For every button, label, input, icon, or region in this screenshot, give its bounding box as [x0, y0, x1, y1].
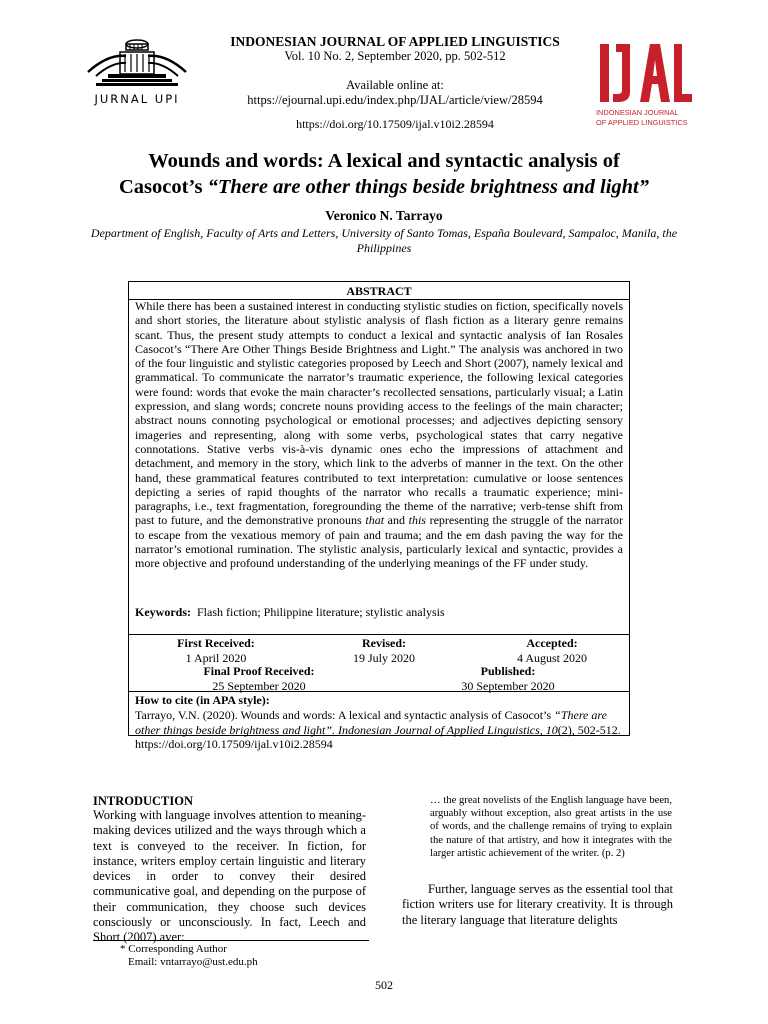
jurnal-upi-logo [78, 32, 196, 112]
dates-divider [129, 634, 629, 635]
author-affiliation: Department of English, Faculty of Arts and Letters, University of Santo Tomas, España Boulevard, Sampaloc, Manila, the Philippines [90, 226, 678, 255]
citation-divider [129, 691, 629, 692]
revised [319, 636, 449, 665]
upi-logo-caption: JURNAL UPI [94, 92, 180, 106]
building-icon [78, 32, 196, 90]
abstract-text-a: While there has been a sustained interest in conducting stylistic studies on fiction, specifically novels and short stories, the literature about stylistic analysis of flash fiction as a literary genre remains scant. Thus, the present study attempts to conduct a lexical and syntactic analysis of Ian Rosales Casocot’s “There Are Other Things Beside Brightness and Light.” The analysis was anchored in two of the four linguistic and stylistic categories proposed by Leech and Short (2007), namely lexical and grammatical. To communicate the narrator’s traumatic experience, the following lexical categories were found: words that evoke the main character’s recollected sensations, particularly visual; a Latin expression, and slang words; concrete nouns providing access to the feelings of the main character; abstract nouns connoting psychological or emotional processes; and adjectives depicting sensory imageries and representing, along with some verbs, psychological states that carry negative connotations. Stative verbs vis-à-vis dynamic ones echo the impressions of attachment and detachment, and memory in the story, which link to the adverbs of manner in the text. On the other hand, these grammatical features contributed to text interpretation: cumulative or loose sentences depicting a series of rapid thoughts of the narrator who recalls a traumatic experience; mini-paragraphs, i.e., text fragmentation, foregrounding the theme of the narrative; verb-tense shift from past to future, and the demonstrative pronouns [135, 299, 623, 528]
title-line-2-italic: “There are other things beside brightness and light” [207, 176, 650, 198]
accepted-date: 4 August 2020 [516, 650, 587, 665]
corresponding-author-note: * Corresponding Author [120, 943, 227, 955]
citation-text [135, 708, 623, 752]
page-number: 502 [375, 978, 393, 992]
ijal-logo [596, 38, 698, 130]
available-online-label: Available online at: [346, 78, 444, 92]
abstract-heading: ABSTRACT [346, 284, 412, 298]
abstract-text [135, 299, 623, 571]
final-proof-label: Final Proof Received: [203, 664, 315, 678]
first-received-date: 1 April 2020 [185, 650, 247, 665]
abstract-box [128, 281, 630, 751]
citation-part-2: (2), 502-512. https://doi.org/10.17509/ijal.v10i2.28594 [135, 722, 621, 751]
keywords-list: Flash fiction; Philippine literature; stylistic analysis [197, 605, 445, 619]
published-label: Published: [480, 664, 536, 678]
journal-name: INDONESIAN JOURNAL OF APPLIED LINGUISTICS [230, 34, 560, 49]
introduction-heading: INTRODUCTION [93, 794, 194, 808]
abstract-italic-this: this [408, 513, 426, 528]
accepted [487, 636, 617, 665]
published-date: 30 September 2020 [461, 678, 555, 693]
revised-date: 19 July 2020 [352, 650, 415, 665]
abstract-italic-that: that [365, 513, 385, 528]
block-quote: … the great novelists of the English language have been, arguably without exception, also great artists in the use of words, and the challenge remains of trying to explain the nature of that artistry, and how it integrates with the larger artistic achievement of the writer. (p. 2) [430, 795, 672, 859]
accepted-label: Accepted: [526, 636, 578, 650]
citation-part-1: Tarrayo, V.N. (2020). Wounds and words: A lexical and syntactic analysis of Casocot’s [135, 708, 555, 722]
ijal-mark-icon [596, 38, 696, 108]
final-proof [179, 664, 339, 693]
citation-italic: “There are other things beside brightness and light”. Indonesian Journal of Applied Linguistics, 10 [135, 708, 607, 737]
title-line-2-prefix: Casocot’s [118, 176, 208, 198]
keywords [135, 605, 623, 620]
body-paragraph: Further, language serves as the essential tool that fiction writers use for literary creativity. It is through the literary language that literature delights [402, 882, 673, 927]
journal-header [200, 34, 590, 108]
keywords-label: Keywords: [135, 605, 191, 619]
title-line-1: Wounds and words: A lexical and syntactic analysis of [148, 150, 620, 172]
footnote-divider [93, 940, 369, 941]
ijal-logo-caption-2: OF APPLIED LINGUISTICS [596, 117, 688, 127]
revised-label: Revised: [362, 636, 406, 650]
article-doi[interactable]: https://doi.org/10.17509/ijal.v10i2.28594 [296, 117, 494, 131]
citation-heading: How to cite (in APA style): [135, 693, 270, 707]
article-url[interactable]: https://ejournal.upi.edu/index.php/IJAL/article/view/28594 [247, 93, 543, 107]
ijal-logo-caption-1: INDONESIAN JOURNAL [596, 108, 679, 117]
article-title [60, 148, 708, 200]
journal-volume: Vol. 10 No. 2, September 2020, pp. 502-512 [284, 49, 506, 63]
first-received [151, 636, 281, 665]
corresponding-email[interactable]: Email: vntarrayo@ust.edu.ph [128, 956, 258, 968]
abstract-text-b: representing the struggle of the narrator to escape from the vexatious memory of pain and trauma; and the em dash paving the way for the narrator’s emotional rumination. The stylistic analysis, particularly lexical and syntactic, provides a more objective and profound understanding of the underlying meanings of the FF under study. [135, 513, 624, 571]
final-proof-date: 25 September 2020 [212, 678, 306, 693]
first-received-label: First Received: [177, 636, 255, 650]
introduction-paragraph: Working with language involves attention to meaning-making devices utilized and the ways through which a text is conveyed to the receiver. In fiction, for instance, writers employ certain linguistic and literary devices in order to convey their desired communicative goal, and depending on the purpose of their communication, they choose such devices consciously or unconsciously. In fact, Leech and Short (2007) aver: [93, 808, 366, 945]
author-name: Veronico N. Tarrayo [325, 208, 443, 223]
abstract-text-and: and [384, 513, 409, 528]
published [433, 664, 583, 693]
